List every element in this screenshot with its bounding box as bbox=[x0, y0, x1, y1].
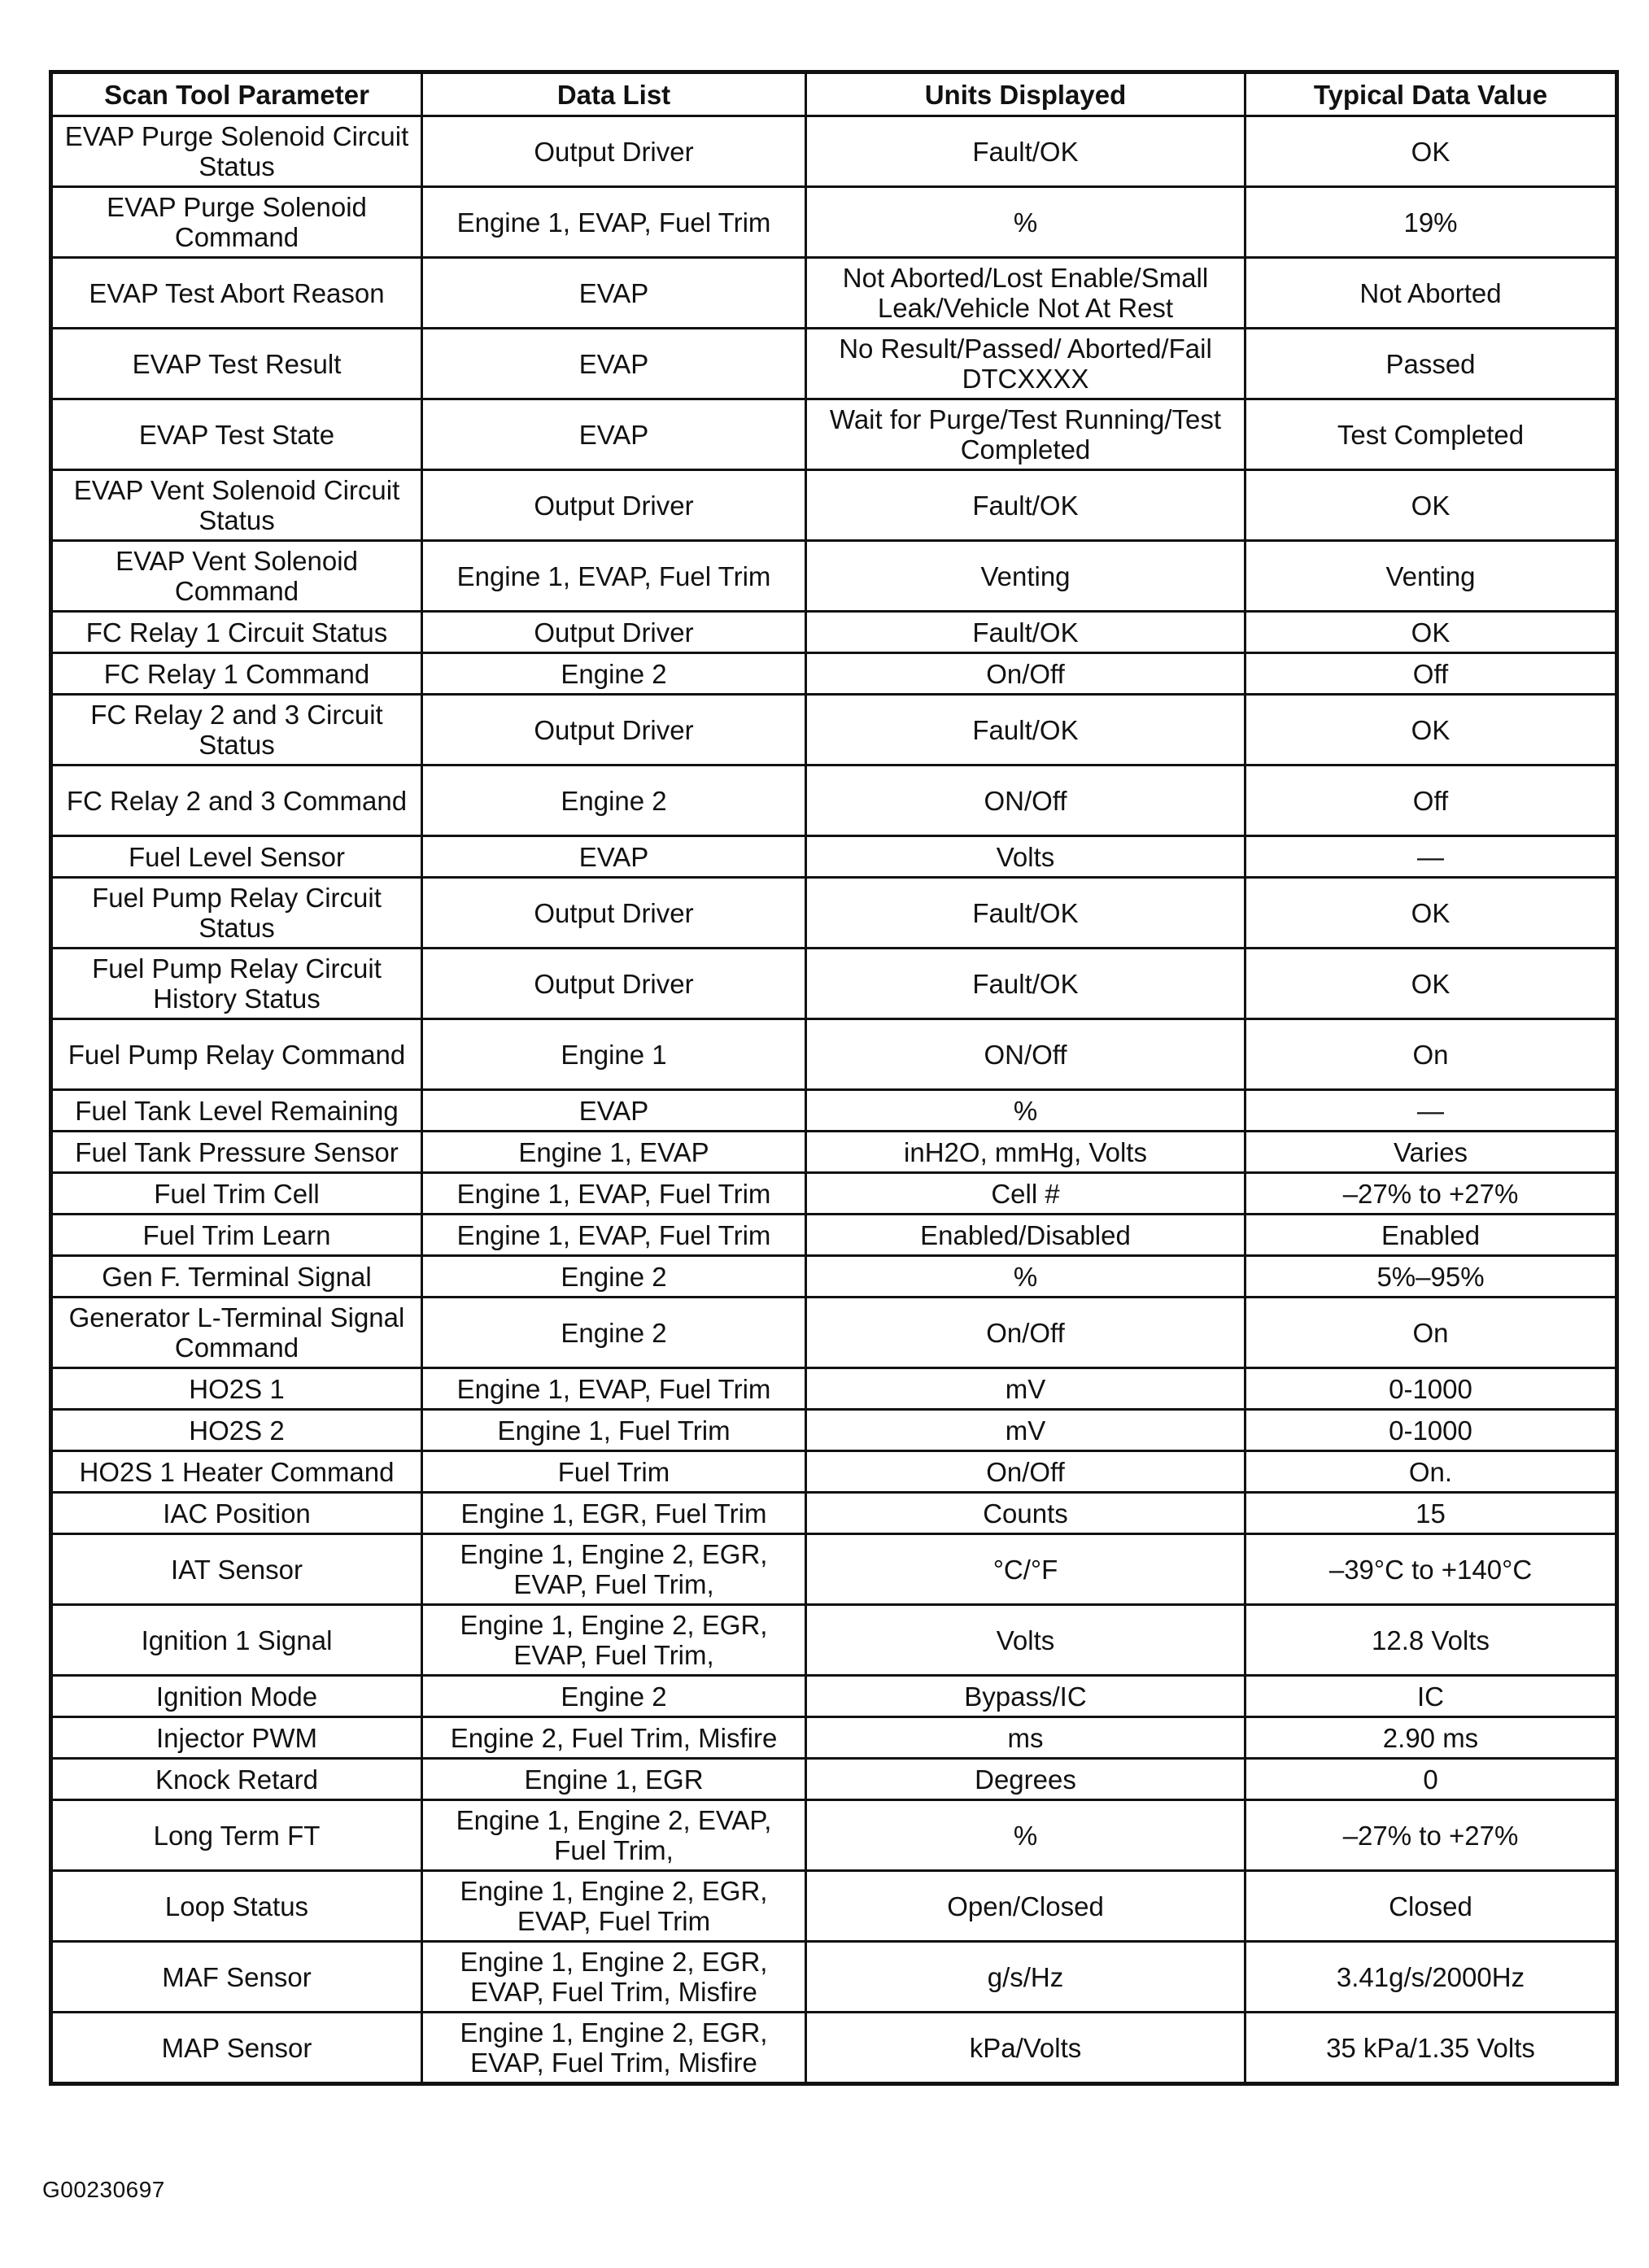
cell-parameter: FC Relay 2 and 3 Circuit Status bbox=[51, 695, 422, 765]
cell-units: °C/°F bbox=[806, 1534, 1245, 1605]
cell-parameter: Fuel Tank Level Remaining bbox=[51, 1090, 422, 1132]
cell-data-list: Engine 1, EGR, Fuel Trim bbox=[422, 1493, 806, 1534]
table-row bbox=[51, 1676, 1617, 1717]
cell-typical-value: OK bbox=[1245, 878, 1617, 949]
cell-typical-value: Enabled bbox=[1245, 1215, 1617, 1256]
cell-units: Volts bbox=[806, 1605, 1245, 1676]
header-units-displayed: Units Displayed bbox=[806, 72, 1245, 116]
table-row bbox=[51, 1132, 1617, 1173]
table-row bbox=[51, 1534, 1617, 1605]
cell-units: ms bbox=[806, 1717, 1245, 1759]
table-row bbox=[51, 329, 1617, 399]
cell-parameter: Fuel Pump Relay Circuit History Status bbox=[51, 949, 422, 1019]
table-row bbox=[51, 612, 1617, 653]
cell-units: Not Aborted/Lost Enable/Small Leak/Vehicle Not At Rest bbox=[806, 258, 1245, 329]
cell-data-list: Output Driver bbox=[422, 470, 806, 541]
cell-units: Fault/OK bbox=[806, 116, 1245, 187]
cell-data-list: Engine 1, EVAP, Fuel Trim bbox=[422, 1215, 806, 1256]
cell-parameter: Fuel Tank Pressure Sensor bbox=[51, 1132, 422, 1173]
cell-data-list: Engine 1, Engine 2, EGR, EVAP, Fuel Trim bbox=[422, 1871, 806, 1942]
cell-data-list: Output Driver bbox=[422, 949, 806, 1019]
cell-data-list: Engine 1, EVAP, Fuel Trim bbox=[422, 541, 806, 612]
cell-typical-value: 0-1000 bbox=[1245, 1368, 1617, 1410]
cell-data-list: Engine 1, Engine 2, EGR, EVAP, Fuel Trim, Misfire bbox=[422, 2013, 806, 2084]
cell-parameter: Ignition Mode bbox=[51, 1676, 422, 1717]
cell-typical-value: 35 kPa/1.35 Volts bbox=[1245, 2013, 1617, 2084]
cell-parameter: Injector PWM bbox=[51, 1717, 422, 1759]
cell-parameter: EVAP Test Abort Reason bbox=[51, 258, 422, 329]
cell-typical-value: OK bbox=[1245, 470, 1617, 541]
cell-typical-value: Passed bbox=[1245, 329, 1617, 399]
cell-units: % bbox=[806, 1090, 1245, 1132]
table-row bbox=[51, 1451, 1617, 1493]
cell-parameter: IAC Position bbox=[51, 1493, 422, 1534]
table-row bbox=[51, 1090, 1617, 1132]
cell-data-list: Output Driver bbox=[422, 612, 806, 653]
cell-data-list: Engine 2 bbox=[422, 1298, 806, 1368]
table-row bbox=[51, 1173, 1617, 1215]
cell-data-list: Engine 1, EVAP, Fuel Trim bbox=[422, 1368, 806, 1410]
cell-data-list: Engine 1 bbox=[422, 1019, 806, 1090]
cell-data-list: Engine 2, Fuel Trim, Misfire bbox=[422, 1717, 806, 1759]
cell-units: Fault/OK bbox=[806, 470, 1245, 541]
cell-parameter: EVAP Vent Solenoid Circuit Status bbox=[51, 470, 422, 541]
cell-units: Degrees bbox=[806, 1759, 1245, 1800]
cell-data-list: Engine 1, Fuel Trim bbox=[422, 1410, 806, 1451]
cell-parameter: Knock Retard bbox=[51, 1759, 422, 1800]
table-row bbox=[51, 836, 1617, 878]
cell-parameter: MAP Sensor bbox=[51, 2013, 422, 2084]
cell-units: % bbox=[806, 1800, 1245, 1871]
cell-units: Fault/OK bbox=[806, 949, 1245, 1019]
cell-data-list: Engine 2 bbox=[422, 653, 806, 695]
cell-units: g/s/Hz bbox=[806, 1942, 1245, 2013]
cell-units: % bbox=[806, 187, 1245, 258]
cell-data-list: Engine 1, EVAP, Fuel Trim bbox=[422, 1173, 806, 1215]
table-row bbox=[51, 399, 1617, 470]
cell-typical-value: –39°C to +140°C bbox=[1245, 1534, 1617, 1605]
cell-data-list: Engine 1, Engine 2, EGR, EVAP, Fuel Trim, bbox=[422, 1534, 806, 1605]
cell-parameter: Fuel Level Sensor bbox=[51, 836, 422, 878]
cell-units: Fault/OK bbox=[806, 878, 1245, 949]
cell-typical-value: — bbox=[1245, 1090, 1617, 1132]
cell-parameter: Generator L-Terminal Signal Command bbox=[51, 1298, 422, 1368]
cell-typical-value: 0-1000 bbox=[1245, 1410, 1617, 1451]
table-row bbox=[51, 695, 1617, 765]
cell-parameter: FC Relay 1 Circuit Status bbox=[51, 612, 422, 653]
cell-parameter: Fuel Pump Relay Circuit Status bbox=[51, 878, 422, 949]
cell-units: Enabled/Disabled bbox=[806, 1215, 1245, 1256]
cell-parameter: EVAP Purge Solenoid Command bbox=[51, 187, 422, 258]
cell-typical-value: 19% bbox=[1245, 187, 1617, 258]
cell-parameter: EVAP Test State bbox=[51, 399, 422, 470]
cell-typical-value: –27% to +27% bbox=[1245, 1800, 1617, 1871]
cell-units: Cell # bbox=[806, 1173, 1245, 1215]
cell-data-list: EVAP bbox=[422, 1090, 806, 1132]
table-row bbox=[51, 541, 1617, 612]
cell-typical-value: OK bbox=[1245, 116, 1617, 187]
table-row bbox=[51, 1215, 1617, 1256]
table-row bbox=[51, 258, 1617, 329]
cell-units: On/Off bbox=[806, 653, 1245, 695]
table-row bbox=[51, 116, 1617, 187]
table-row bbox=[51, 1019, 1617, 1090]
cell-typical-value: 15 bbox=[1245, 1493, 1617, 1534]
cell-typical-value: On bbox=[1245, 1298, 1617, 1368]
cell-units: ON/Off bbox=[806, 1019, 1245, 1090]
table-row bbox=[51, 1717, 1617, 1759]
cell-typical-value: — bbox=[1245, 836, 1617, 878]
cell-parameter: Gen F. Terminal Signal bbox=[51, 1256, 422, 1298]
cell-units: % bbox=[806, 1256, 1245, 1298]
table-row bbox=[51, 1493, 1617, 1534]
cell-parameter: EVAP Test Result bbox=[51, 329, 422, 399]
cell-data-list: Output Driver bbox=[422, 878, 806, 949]
cell-data-list: Fuel Trim bbox=[422, 1451, 806, 1493]
table-row bbox=[51, 470, 1617, 541]
cell-typical-value: –27% to +27% bbox=[1245, 1173, 1617, 1215]
cell-units: inH2O, mmHg, Volts bbox=[806, 1132, 1245, 1173]
table-row bbox=[51, 1871, 1617, 1942]
cell-typical-value: On. bbox=[1245, 1451, 1617, 1493]
cell-units: Volts bbox=[806, 836, 1245, 878]
cell-parameter: EVAP Vent Solenoid Command bbox=[51, 541, 422, 612]
cell-parameter: Fuel Pump Relay Command bbox=[51, 1019, 422, 1090]
cell-typical-value: OK bbox=[1245, 695, 1617, 765]
cell-units: Counts bbox=[806, 1493, 1245, 1534]
cell-typical-value: Venting bbox=[1245, 541, 1617, 612]
cell-typical-value: Off bbox=[1245, 653, 1617, 695]
table-row bbox=[51, 1759, 1617, 1800]
cell-units: Fault/OK bbox=[806, 612, 1245, 653]
cell-data-list: EVAP bbox=[422, 329, 806, 399]
table-row bbox=[51, 2013, 1617, 2084]
table-row bbox=[51, 1368, 1617, 1410]
cell-parameter: HO2S 1 Heater Command bbox=[51, 1451, 422, 1493]
cell-typical-value: Closed bbox=[1245, 1871, 1617, 1942]
cell-data-list: Engine 1, Engine 2, EVAP, Fuel Trim, bbox=[422, 1800, 806, 1871]
cell-parameter: IAT Sensor bbox=[51, 1534, 422, 1605]
cell-data-list: Engine 2 bbox=[422, 765, 806, 836]
table-row bbox=[51, 765, 1617, 836]
cell-data-list: Engine 1, EVAP bbox=[422, 1132, 806, 1173]
cell-typical-value: IC bbox=[1245, 1676, 1617, 1717]
cell-typical-value: Off bbox=[1245, 765, 1617, 836]
cell-parameter: MAF Sensor bbox=[51, 1942, 422, 2013]
cell-data-list: EVAP bbox=[422, 399, 806, 470]
cell-parameter: Ignition 1 Signal bbox=[51, 1605, 422, 1676]
cell-parameter: Fuel Trim Learn bbox=[51, 1215, 422, 1256]
cell-parameter: EVAP Purge Solenoid Circuit Status bbox=[51, 116, 422, 187]
cell-units: On/Off bbox=[806, 1451, 1245, 1493]
cell-units: ON/Off bbox=[806, 765, 1245, 836]
cell-data-list: Engine 1, EVAP, Fuel Trim bbox=[422, 187, 806, 258]
table-row bbox=[51, 1800, 1617, 1871]
table-row bbox=[51, 1942, 1617, 2013]
cell-typical-value: OK bbox=[1245, 949, 1617, 1019]
table-row bbox=[51, 1410, 1617, 1451]
cell-typical-value: 0 bbox=[1245, 1759, 1617, 1800]
cell-typical-value: 2.90 ms bbox=[1245, 1717, 1617, 1759]
cell-data-list: Output Driver bbox=[422, 116, 806, 187]
cell-units: kPa/Volts bbox=[806, 2013, 1245, 2084]
cell-units: Open/Closed bbox=[806, 1871, 1245, 1942]
cell-parameter: FC Relay 1 Command bbox=[51, 653, 422, 695]
cell-units: Fault/OK bbox=[806, 695, 1245, 765]
cell-units: Bypass/IC bbox=[806, 1676, 1245, 1717]
cell-data-list: Engine 2 bbox=[422, 1256, 806, 1298]
cell-parameter: Loop Status bbox=[51, 1871, 422, 1942]
figure-id: G00230697 bbox=[42, 2177, 165, 2202]
cell-units: On/Off bbox=[806, 1298, 1245, 1368]
table-row bbox=[51, 878, 1617, 949]
cell-data-list: Engine 1, EGR bbox=[422, 1759, 806, 1800]
table-row bbox=[51, 653, 1617, 695]
cell-typical-value: On bbox=[1245, 1019, 1617, 1090]
cell-typical-value: OK bbox=[1245, 612, 1617, 653]
cell-data-list: Output Driver bbox=[422, 695, 806, 765]
cell-typical-value: 5%–95% bbox=[1245, 1256, 1617, 1298]
table-row bbox=[51, 187, 1617, 258]
table-header-row bbox=[51, 72, 1617, 116]
table-row bbox=[51, 949, 1617, 1019]
cell-parameter: HO2S 1 bbox=[51, 1368, 422, 1410]
header-data-list: Data List bbox=[422, 72, 806, 116]
cell-units: Venting bbox=[806, 541, 1245, 612]
cell-typical-value: 12.8 Volts bbox=[1245, 1605, 1617, 1676]
cell-parameter: Fuel Trim Cell bbox=[51, 1173, 422, 1215]
header-typical-data-value: Typical Data Value bbox=[1245, 72, 1617, 116]
cell-parameter: FC Relay 2 and 3 Command bbox=[51, 765, 422, 836]
table-body bbox=[51, 116, 1617, 2084]
table-row bbox=[51, 1256, 1617, 1298]
cell-data-list: Engine 1, Engine 2, EGR, EVAP, Fuel Trim, bbox=[422, 1605, 806, 1676]
cell-units: mV bbox=[806, 1368, 1245, 1410]
cell-parameter: Long Term FT bbox=[51, 1800, 422, 1871]
cell-data-list: EVAP bbox=[422, 258, 806, 329]
cell-typical-value: Not Aborted bbox=[1245, 258, 1617, 329]
cell-typical-value: 3.41g/s/2000Hz bbox=[1245, 1942, 1617, 2013]
cell-units: mV bbox=[806, 1410, 1245, 1451]
cell-parameter: HO2S 2 bbox=[51, 1410, 422, 1451]
cell-data-list: Engine 1, Engine 2, EGR, EVAP, Fuel Trim, Misfire bbox=[422, 1942, 806, 2013]
header-scan-tool-parameter: Scan Tool Parameter bbox=[51, 72, 422, 116]
cell-data-list: Engine 2 bbox=[422, 1676, 806, 1717]
cell-data-list: EVAP bbox=[422, 836, 806, 878]
table-row bbox=[51, 1298, 1617, 1368]
table-row bbox=[51, 1605, 1617, 1676]
cell-typical-value: Test Completed bbox=[1245, 399, 1617, 470]
cell-units: No Result/Passed/ Aborted/Fail DTCXXXX bbox=[806, 329, 1245, 399]
cell-typical-value: Varies bbox=[1245, 1132, 1617, 1173]
scan-tool-data-table bbox=[49, 70, 1619, 2086]
cell-units: Wait for Purge/Test Running/Test Completed bbox=[806, 399, 1245, 470]
